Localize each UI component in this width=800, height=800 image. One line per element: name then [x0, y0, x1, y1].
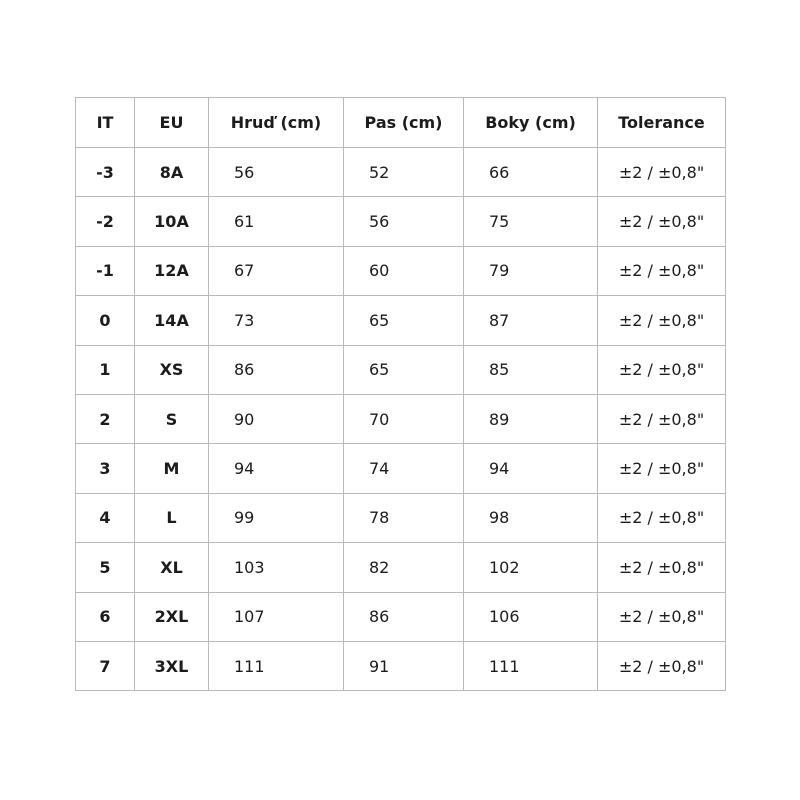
- column-header-hrud: Hruď (cm): [209, 98, 344, 148]
- table-row: [76, 394, 726, 443]
- cell-hips-cm: 102: [464, 543, 598, 592]
- cell-waist-cm: 65: [344, 345, 464, 394]
- table-row: [76, 345, 726, 394]
- cell-tolerance: ±2 / ±0,8": [598, 296, 726, 345]
- cell-chest-cm: 56: [209, 148, 344, 197]
- cell-tolerance: ±2 / ±0,8": [598, 493, 726, 542]
- cell-it-size: 3: [76, 444, 135, 493]
- cell-hips-cm: 85: [464, 345, 598, 394]
- cell-eu-size: 2XL: [135, 592, 209, 641]
- cell-chest-cm: 90: [209, 394, 344, 443]
- cell-eu-size: XL: [135, 543, 209, 592]
- column-header-boky: Boky (cm): [464, 98, 598, 148]
- cell-tolerance: ±2 / ±0,8": [598, 444, 726, 493]
- cell-waist-cm: 60: [344, 246, 464, 295]
- cell-it-size: 4: [76, 493, 135, 542]
- cell-chest-cm: 94: [209, 444, 344, 493]
- cell-tolerance: ±2 / ±0,8": [598, 394, 726, 443]
- column-header-it: IT: [76, 98, 135, 148]
- cell-waist-cm: 74: [344, 444, 464, 493]
- cell-eu-size: 10A: [135, 197, 209, 246]
- column-header-eu: EU: [135, 98, 209, 148]
- cell-hips-cm: 94: [464, 444, 598, 493]
- cell-waist-cm: 91: [344, 641, 464, 690]
- cell-hips-cm: 66: [464, 148, 598, 197]
- cell-waist-cm: 82: [344, 543, 464, 592]
- cell-eu-size: 3XL: [135, 641, 209, 690]
- cell-it-size: -1: [76, 246, 135, 295]
- cell-hips-cm: 106: [464, 592, 598, 641]
- size-chart-table: [75, 97, 726, 691]
- table-row: [76, 148, 726, 197]
- cell-eu-size: 14A: [135, 296, 209, 345]
- cell-tolerance: ±2 / ±0,8": [598, 197, 726, 246]
- cell-chest-cm: 86: [209, 345, 344, 394]
- cell-eu-size: L: [135, 493, 209, 542]
- cell-eu-size: XS: [135, 345, 209, 394]
- cell-chest-cm: 61: [209, 197, 344, 246]
- cell-hips-cm: 79: [464, 246, 598, 295]
- cell-it-size: -2: [76, 197, 135, 246]
- cell-it-size: 6: [76, 592, 135, 641]
- table-row: [76, 444, 726, 493]
- cell-it-size: 5: [76, 543, 135, 592]
- cell-chest-cm: 111: [209, 641, 344, 690]
- cell-tolerance: ±2 / ±0,8": [598, 345, 726, 394]
- table-row: [76, 296, 726, 345]
- cell-waist-cm: 56: [344, 197, 464, 246]
- cell-waist-cm: 52: [344, 148, 464, 197]
- column-header-tolerance: Tolerance: [598, 98, 726, 148]
- cell-tolerance: ±2 / ±0,8": [598, 641, 726, 690]
- cell-hips-cm: 98: [464, 493, 598, 542]
- cell-tolerance: ±2 / ±0,8": [598, 543, 726, 592]
- cell-eu-size: M: [135, 444, 209, 493]
- cell-chest-cm: 107: [209, 592, 344, 641]
- cell-waist-cm: 70: [344, 394, 464, 443]
- table-row: [76, 246, 726, 295]
- table-row: [76, 493, 726, 542]
- cell-it-size: 0: [76, 296, 135, 345]
- cell-chest-cm: 67: [209, 246, 344, 295]
- cell-waist-cm: 86: [344, 592, 464, 641]
- cell-hips-cm: 87: [464, 296, 598, 345]
- cell-eu-size: 12A: [135, 246, 209, 295]
- cell-chest-cm: 99: [209, 493, 344, 542]
- table-row: [76, 543, 726, 592]
- cell-chest-cm: 103: [209, 543, 344, 592]
- cell-tolerance: ±2 / ±0,8": [598, 148, 726, 197]
- table-row: [76, 641, 726, 690]
- table-row: [76, 592, 726, 641]
- cell-it-size: 2: [76, 394, 135, 443]
- cell-it-size: 1: [76, 345, 135, 394]
- table-row: [76, 197, 726, 246]
- cell-waist-cm: 65: [344, 296, 464, 345]
- cell-tolerance: ±2 / ±0,8": [598, 592, 726, 641]
- cell-hips-cm: 75: [464, 197, 598, 246]
- cell-hips-cm: 111: [464, 641, 598, 690]
- cell-eu-size: S: [135, 394, 209, 443]
- cell-waist-cm: 78: [344, 493, 464, 542]
- cell-hips-cm: 89: [464, 394, 598, 443]
- cell-tolerance: ±2 / ±0,8": [598, 246, 726, 295]
- cell-it-size: -3: [76, 148, 135, 197]
- column-header-pas: Pas (cm): [344, 98, 464, 148]
- cell-it-size: 7: [76, 641, 135, 690]
- cell-eu-size: 8A: [135, 148, 209, 197]
- cell-chest-cm: 73: [209, 296, 344, 345]
- table-header-row: [76, 98, 726, 148]
